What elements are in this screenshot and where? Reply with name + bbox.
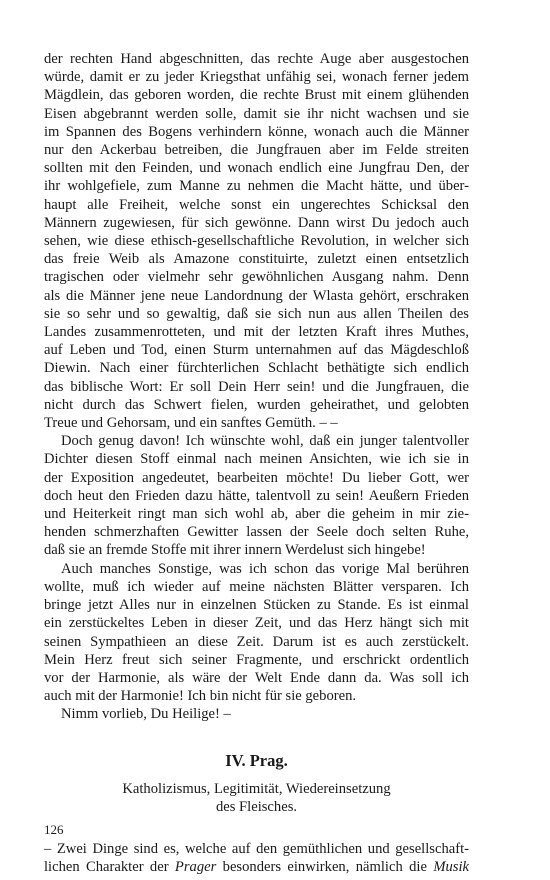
text-line: ihr wohlgefiele, zum Manne zu nehmen die Macht hätte, und über-	[44, 178, 469, 195]
text-line: doch heut den Frieden dazu hätte, talentvoll zu sein! Aeußern Frieden	[44, 487, 469, 504]
italic-word-prager: Prager	[174, 858, 217, 875]
body-paragraph-4	[44, 705, 469, 723]
text-line: Männern zugewiesen, für sich gewönne. Dann wirst Du jedoch auch	[44, 214, 469, 231]
section-heading: IV. Prag.	[225, 750, 288, 770]
text-line: auch mit der Harmonie! Ich bin nicht für sie geboren.	[44, 688, 357, 705]
section-subtitle	[44, 780, 469, 816]
text-line: nur den Ackerbau betreiben, die Jungfrauen aber im Felde streiten	[44, 142, 469, 159]
text-line: Diewin. Nach einer fürchterlichen Schlacht bethätigte sich endlich	[44, 360, 469, 377]
text-line: auf Leben und Tod, einen Sturm unternahmen auf das Mägdeschloß	[44, 342, 469, 359]
text-line: Treue und Gehorsam, und ein sanftes Gemüth. – –	[44, 415, 338, 432]
text-line: der rechten Hand abgeschnitten, das rechte Auge aber ausgestochen	[44, 51, 469, 67]
section-subtitle-line-1: Katholizismus, Legitimität, Wiedereinsetzung	[122, 780, 391, 797]
text-line: vor der Harmonie, als wäre der Welt Ende dann da. Was soll ich	[44, 669, 469, 686]
text-line: würde, damit er zu jeder Kriegsthat unfähig sei, wonach ferner jedem	[44, 69, 469, 86]
body-paragraph-2	[44, 432, 469, 559]
text-line: das biblische Wort: Er soll Dein Herr sein! und die Jungfrauen, die	[44, 378, 469, 395]
text-line: im Spannen des Bogens verhindern könne, wonach auch die Männer	[44, 123, 469, 140]
italic-word-musik: Musik	[433, 858, 469, 875]
text-line: bringe jetzt Alles nur in einzelnen Stücken zu Stande. Es ist einmal	[44, 597, 469, 614]
text-line: sehen, wie diese ethisch-gesellschaftliche Revolution, in welcher sich	[44, 233, 469, 250]
text-line: henden schmerzhaften Gewitter lassen der Seele doch selten Ruhe,	[44, 524, 469, 541]
continuation-line-2	[44, 858, 469, 876]
text-line: sollten mit den Feinden, und wonach endlich eine Jungfrau Den, der	[44, 160, 469, 177]
text-line: Eisen abgebrannt werden solle, damit sie ihr nicht wachsen und sie	[44, 105, 469, 122]
body-paragraph-1	[44, 50, 469, 432]
text-line: wollte, muß ich wieder auf meine nächsten Blätter versparen. Ich	[44, 578, 469, 595]
book-page	[44, 50, 469, 876]
text-line: Nimm vorlieb, Du Heilige! –	[61, 706, 231, 723]
body-paragraph-3	[44, 560, 469, 706]
text-line: und Heiterkeit ringt man sich wohl ab, aber die geheim in mir zie-	[44, 506, 469, 523]
continuation-paragraph	[44, 840, 469, 876]
text-line: sie so sehr und so gewaltig, daß sie sich nun aus allen Theilen des	[44, 305, 469, 322]
text-line: als die Männer jene neue Landordnung der Wlasta gehört, erschraken	[44, 287, 469, 304]
text-line: der Exposition angedeutet, bearbeiten möchte! Du lieber Gott, wer	[44, 469, 469, 486]
page-number: 126	[44, 822, 64, 837]
text-line: Dichter diesen Stoff einmal nach meinen Ansichten, wie ich sie in	[44, 451, 469, 468]
continuation-text-before: lichen Charakter der	[44, 858, 175, 875]
text-line: ein zerstückeltes Leben in dieser Zeit, und das Herz hängt sich mit	[44, 615, 469, 632]
text-line: Landes zusammenrotteten, und mit der letzten Kraft ihres Muthes,	[44, 324, 469, 341]
text-line: tragischen oder vielmehr sehr gewöhnlichen Ausgang nahm. Denn	[44, 269, 469, 286]
text-line: das freie Weib als Amazone constituirte, zuletzt einen entsetzlich	[44, 251, 469, 268]
continuation-text-middle: besonders einwirken, nämlich die	[216, 858, 434, 875]
text-line: Mägdlein, das geboren worden, die rechte Brust mit einem glühenden	[44, 87, 469, 104]
text-line: daß sie an fremde Stoffe mit ihrer innern Werdelust sich hingebe!	[44, 542, 426, 559]
text-line: haupt alle Freiheit, welche sonst ein ungerechtes Schicksal den	[44, 196, 469, 213]
text-line: nicht durch das Schwert fielen, wurden geheirathet, und gelobten	[44, 396, 469, 413]
text-line: Auch manches Sonstige, was ich schon das vorige Mal berühren	[61, 560, 469, 577]
text-line: seinen Sympathieen an diese Zeit. Darum ist es auch zerstückelt.	[44, 633, 469, 650]
text-line: Mein Herz freut sich seiner Fragmente, und erschrickt ordentlich	[44, 651, 469, 668]
text-line: Doch genug davon! Ich wünschte wohl, daß ein junger talentvoller	[61, 433, 469, 450]
continuation-line-1: – Zwei Dinge sind es, welche auf den gemüthlichen und gesellschaft-	[44, 840, 469, 857]
section-subtitle-line-2: des Fleisches.	[215, 798, 298, 815]
